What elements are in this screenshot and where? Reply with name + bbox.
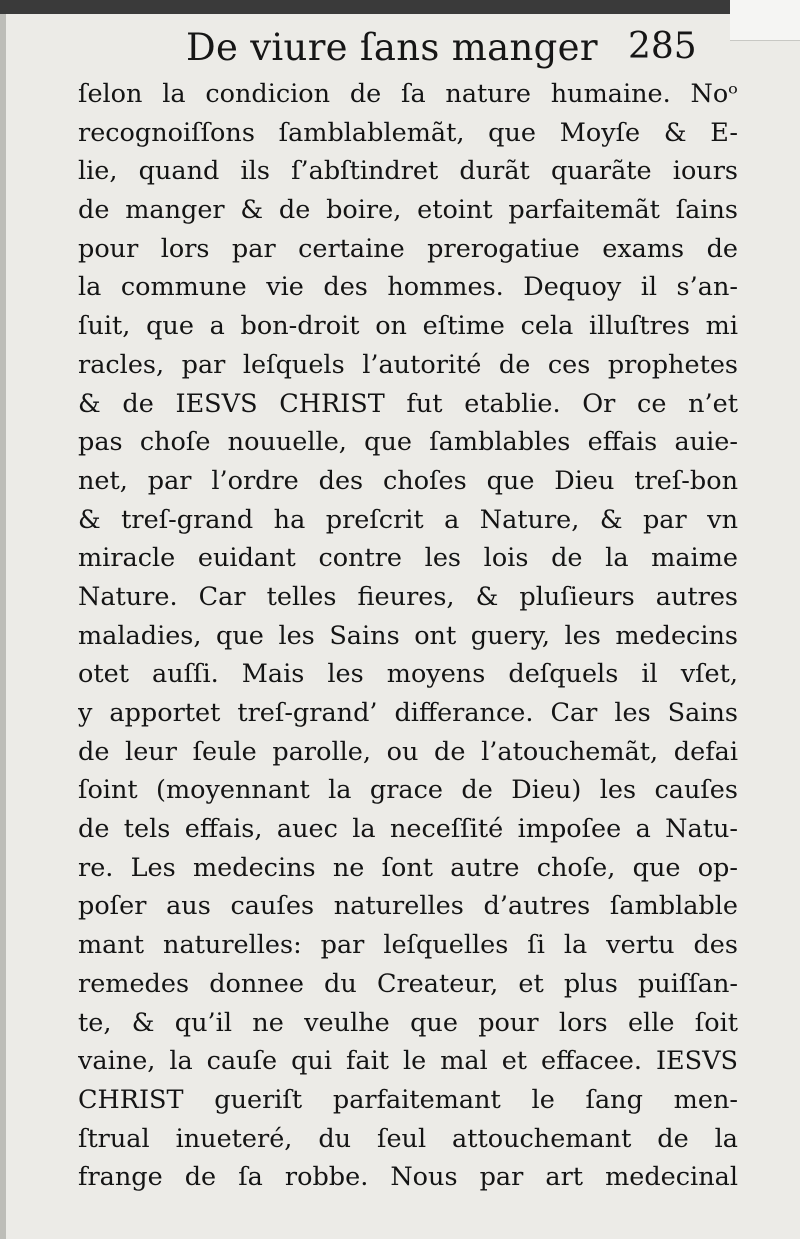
- text-line: vaine, la cauſe qui fait le mal et effacee. IESVS: [78, 1046, 738, 1077]
- text-line: remedes donnee du Createur, et plus puiſſan-: [78, 968, 738, 999]
- text-line: & treſ-grand ha preſcrit a Nature, & par vn: [78, 504, 738, 535]
- text-line: de tels effais, auec la neceſſité impoſee a Natu-: [78, 814, 738, 845]
- text-line: ſoint (moyennant la grace de Dieu) les cauſes: [78, 775, 738, 806]
- text-line: la commune vie des hommes. Dequoy il s’an-: [78, 272, 738, 303]
- text-line: re. Les medecins ne ſont autre choſe, que op-: [78, 852, 738, 883]
- page-header: [0, 22, 800, 80]
- text-line: racles, par leſquels l’autorité de ces prophetes: [78, 349, 738, 380]
- text-line: miracle euidant contre les lois de la maime: [78, 543, 738, 574]
- text-line: te, & qu’il ne veulhe que pour lors elle ſoit: [78, 1007, 738, 1038]
- text-line: ſuit, que a bon-droit on eſtime cela illuſtres mi: [78, 311, 738, 342]
- page-number: 285: [628, 26, 697, 67]
- text-line: ſelon la condicion de ſa nature humaine. Noᵒ: [78, 79, 738, 109]
- text-line: de leur ſeule parolle, ou de l’atouchemãt, defai: [78, 736, 738, 767]
- text-line: CHRIST gueriſt parfaitemant le ſang men-: [78, 1084, 738, 1115]
- running-title: De viure ſans manger: [186, 26, 598, 69]
- text-line: maladies, que les Sains ont guery, les medecins: [78, 620, 738, 651]
- text-line: de manger & de boire, etoint parfaitemãt ſains: [78, 195, 738, 226]
- text-line: recognoiſſons ſamblablemãt, que Moyſe & E-: [78, 117, 738, 148]
- text-line: pour lors par certaine prerogatiue exams de: [78, 233, 738, 264]
- text-line: poſer aus cauſes naturelles d’autres ſamblable: [78, 891, 738, 922]
- text-line: ſtrual inueteré, du ſeul attouchemant de la: [78, 1123, 738, 1154]
- text-block: [78, 75, 738, 1197]
- text-line: pas choſe nouuelle, que ſamblables effais auie-: [78, 427, 738, 458]
- text-line: Nature. Car telles fieures, & pluſieurs autres: [78, 581, 738, 612]
- binding-edge: [0, 0, 6, 1239]
- text-line: lie, quand ils ſ’abſtindret durãt quarãte iours: [78, 156, 738, 187]
- top-edge-shadow: [0, 0, 800, 14]
- text-line: frange de ſa robbe. Nous par art medecinal: [78, 1162, 738, 1193]
- text-line: y apportet treſ-grand’ differance. Car les Sains: [78, 698, 738, 728]
- text-line: mant naturelles: par leſquelles ſi la vertu des: [78, 930, 738, 961]
- text-line: net, par l’ordre des choſes que Dieu treſ-bon: [78, 465, 738, 496]
- text-line: & de IESVS CHRIST fut etablie. Or ce n’et: [78, 388, 738, 419]
- text-line: otet auſſi. Mais les moyens deſquels il vſet,: [78, 659, 738, 690]
